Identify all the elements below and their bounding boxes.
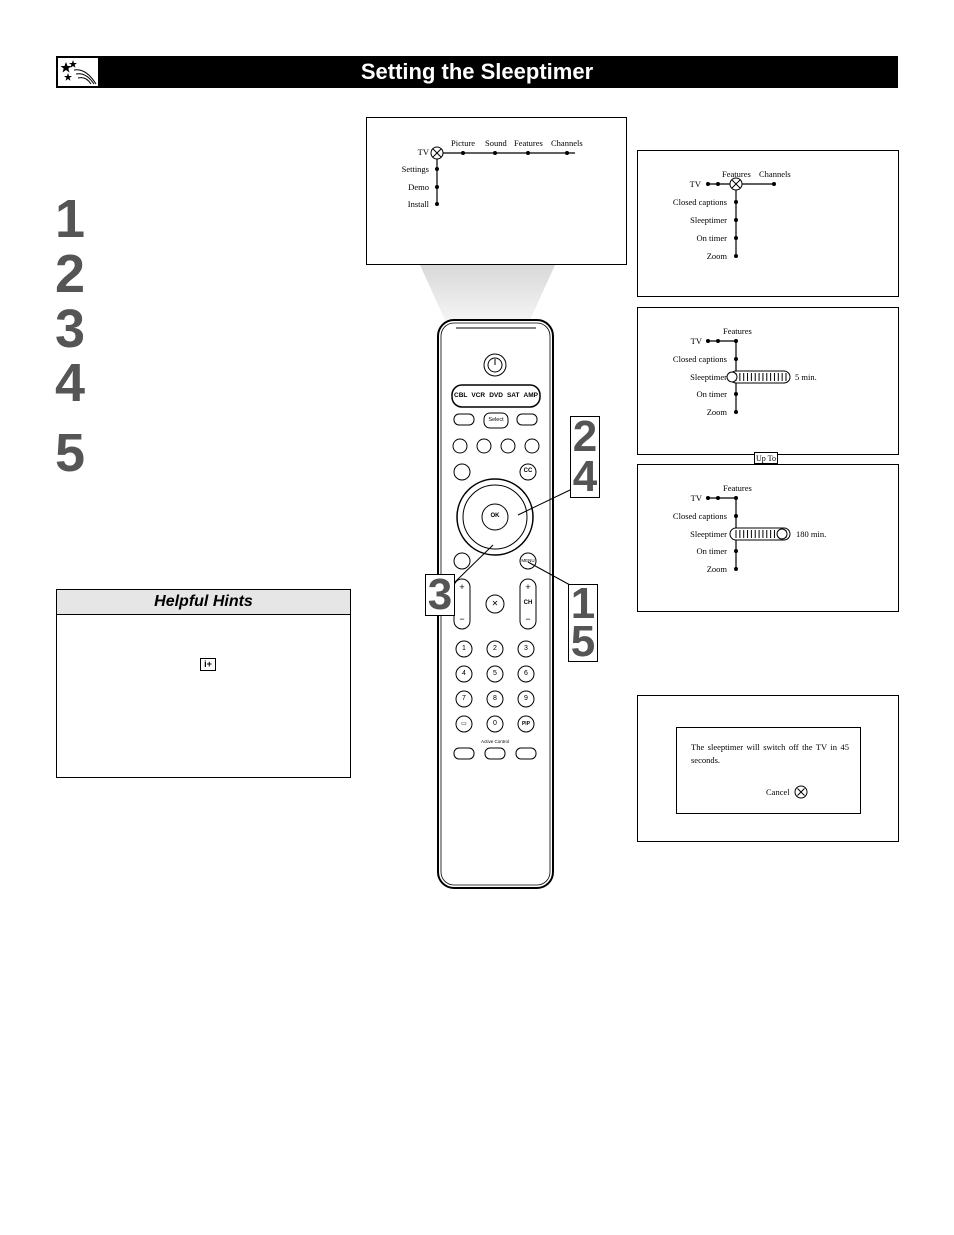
callout-step-2: 2 <box>572 412 598 461</box>
message-screen <box>637 695 899 842</box>
digit-button-8[interactable]: 8 <box>493 695 497 702</box>
callout-step-1: 1 <box>570 579 596 628</box>
menu-screen-sleeptimer-5 <box>637 307 899 455</box>
tab-picture: Picture <box>451 138 476 148</box>
level-knob <box>777 529 787 539</box>
select-button[interactable]: Select <box>488 417 504 423</box>
info-button[interactable]: ▭ <box>461 721 467 727</box>
tab-features: Features <box>723 326 752 336</box>
menu-item-tv: TV <box>417 147 429 157</box>
tab-channels: Channels <box>759 169 791 179</box>
callout-steps-1-5 <box>568 579 598 666</box>
menu-item-closed-captions: Closed captions <box>672 511 727 521</box>
step-number-5: 5 <box>55 423 86 483</box>
callout-step-4: 4 <box>572 452 598 501</box>
digit-button-6[interactable]: 6 <box>524 670 528 677</box>
menu-item-settings: Settings <box>401 164 429 174</box>
source-buttons <box>454 392 538 399</box>
level-knob <box>727 372 737 382</box>
callout-step-3: 3 <box>425 574 455 616</box>
source-button-sat[interactable]: SAT <box>506 392 520 399</box>
cancel-x-icon <box>793 784 809 800</box>
tab-features: Features <box>514 138 543 148</box>
menu-item-sleeptimer: Sleeptimer <box>690 529 727 539</box>
menu-item-tv: TV <box>690 336 702 346</box>
menu-item-on-timer: On timer <box>696 546 727 556</box>
sleeptimer-value: 5 min. <box>795 372 817 382</box>
message-text: The sleeptimer will switch off the TV in 45 seconds. <box>691 742 849 765</box>
message-dialog <box>676 727 861 814</box>
digit-button-2[interactable]: 2 <box>493 645 497 652</box>
mute-icon[interactable]: ✕ <box>491 599 499 608</box>
menu-item-install: Install <box>407 199 429 209</box>
menu-item-zoom: Zoom <box>706 564 727 574</box>
menu-screen-features <box>637 150 899 297</box>
channel-down-icon[interactable]: − <box>525 614 531 624</box>
source-button-amp[interactable]: AMP <box>523 392 538 399</box>
tab-channels: Channels <box>551 138 583 148</box>
menu-screen-main <box>366 117 627 265</box>
helpful-hints-box <box>56 589 351 778</box>
step-number-1: 1 <box>55 189 86 249</box>
up-to-label: Up To <box>754 452 778 464</box>
tab-features: Features <box>723 483 752 493</box>
digit-button-1[interactable]: 1 <box>462 645 466 652</box>
source-button-vcr[interactable]: VCR <box>471 392 486 399</box>
source-button-cbl[interactable]: CBL <box>454 392 468 399</box>
menu-item-closed-captions: Closed captions <box>672 354 727 364</box>
step-number-3: 3 <box>55 299 86 359</box>
digit-button-9[interactable]: 9 <box>524 695 528 702</box>
cc-button[interactable]: CC <box>523 468 533 474</box>
menu-button[interactable]: MENU <box>521 558 535 563</box>
digit-button-0[interactable]: 0 <box>493 720 497 727</box>
digit-button-5[interactable]: 5 <box>493 670 497 677</box>
info-plus-icon: i+ <box>200 658 216 671</box>
menu-item-sleeptimer: Sleeptimer <box>690 215 727 225</box>
menu-item-sleeptimer: Sleeptimer <box>690 372 727 382</box>
menu-item-zoom: Zoom <box>706 251 727 261</box>
cancel-label: Cancel <box>766 787 790 797</box>
digit-button-3[interactable]: 3 <box>524 645 528 652</box>
channel-up-icon[interactable]: + <box>525 582 531 592</box>
menu-item-on-timer: On timer <box>696 233 727 243</box>
menu-screen-sleeptimer-180 <box>637 464 899 612</box>
pip-button[interactable]: PIP <box>521 721 531 727</box>
step-number-4: 4 <box>55 353 86 413</box>
menu-item-tv: TV <box>690 493 702 503</box>
page-header <box>56 56 898 88</box>
menu-item-zoom: Zoom <box>706 407 727 417</box>
menu-item-on-timer: On timer <box>696 389 727 399</box>
tab-features: Features <box>722 169 751 179</box>
volume-down-icon[interactable]: − <box>459 614 465 624</box>
digit-button-4[interactable]: 4 <box>462 670 466 677</box>
volume-up-icon[interactable]: + <box>459 582 465 592</box>
tab-sound: Sound <box>485 138 507 148</box>
source-button-dvd[interactable]: DVD <box>489 392 503 399</box>
channel-rocker-label: CH <box>523 600 533 606</box>
menu-item-demo: Demo <box>408 182 429 192</box>
ok-button[interactable]: OK <box>490 513 500 519</box>
digit-button-7[interactable]: 7 <box>462 695 466 702</box>
menu-item-closed-captions: Closed captions <box>672 197 727 207</box>
page-title: Setting the Sleeptimer <box>360 59 594 84</box>
menu-item-tv: TV <box>689 179 701 189</box>
sleeptimer-value: 180 min. <box>796 529 827 539</box>
callout-steps-2-4 <box>570 412 600 501</box>
callout-step-5: 5 <box>570 617 596 666</box>
step-number-2: 2 <box>55 244 86 304</box>
helpful-hints-title: Helpful Hints <box>57 590 350 615</box>
active-control-label: Active Control <box>480 739 509 744</box>
